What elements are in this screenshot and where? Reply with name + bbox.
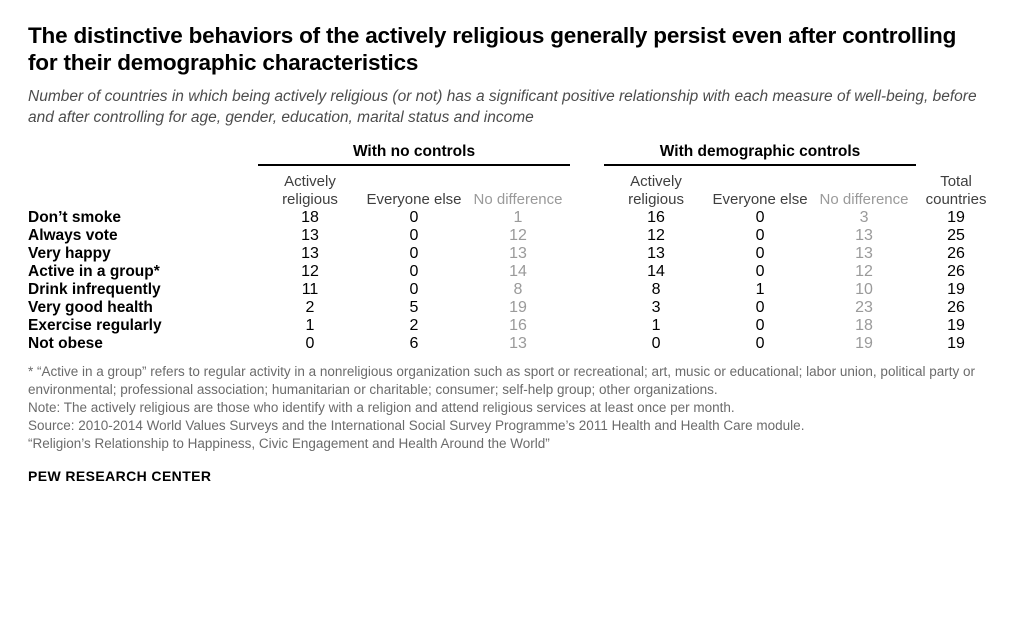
cell-dc-no-difference: 13 — [855, 226, 873, 244]
cell-dc-actively-religious: 12 — [647, 226, 665, 244]
cell-dc-no-difference: 12 — [855, 262, 873, 280]
row-label: Active in a group* — [28, 262, 160, 280]
cell-nc-everyone-else: 6 — [409, 334, 419, 352]
cell-dc-everyone-else: 0 — [755, 262, 765, 280]
column-header-dc-actively-religious: Actively religious — [628, 172, 684, 208]
cell-dc-everyone-else: 0 — [755, 226, 765, 244]
footnote-source: Source: 2010-2014 World Values Surveys and the International Social Survey Programme’s 2011 Health and Health Care module. — [28, 417, 805, 433]
cell-dc-no-difference: 23 — [855, 298, 873, 316]
footnote-asterisk: * “Active in a group” refers to regular activity in a nonreligious organization such as sport or recreational; art, music or educational; labor union, political party or environmental; professional association; humanitarian or charitable; consumer; self-help group; other organizations. — [28, 363, 975, 397]
cell-nc-everyone-else: 2 — [409, 316, 419, 334]
group-rule-demographic-controls — [604, 164, 916, 166]
cell-gap — [570, 299, 604, 317]
row-label: Very good health — [28, 298, 153, 316]
table-body — [28, 209, 996, 353]
column-header-dc-no-difference: No difference — [819, 190, 909, 208]
footnote-report: “Religion’s Relationship to Happiness, Civic Engagement and Health Around the World” — [28, 435, 550, 451]
cell-nc-actively-religious: 2 — [305, 298, 315, 316]
cell-nc-everyone-else: 0 — [409, 226, 419, 244]
table-row — [28, 335, 996, 353]
cell-dc-no-difference: 13 — [855, 244, 873, 262]
column-header-gap — [570, 173, 604, 209]
cell-nc-everyone-else: 0 — [409, 262, 419, 280]
group-gap — [570, 143, 604, 173]
row-label: Drink infrequently — [28, 280, 161, 298]
cell-dc-everyone-else: 0 — [755, 316, 765, 334]
cell-dc-everyone-else: 0 — [755, 334, 765, 352]
table-row — [28, 227, 996, 245]
cell-nc-everyone-else: 5 — [409, 298, 419, 316]
table-row — [28, 209, 996, 227]
cell-dc-actively-religious: 16 — [647, 208, 665, 226]
cell-nc-actively-religious: 11 — [301, 280, 319, 298]
cell-nc-actively-religious: 1 — [305, 316, 315, 334]
cell-nc-actively-religious: 13 — [301, 226, 319, 244]
cell-nc-actively-religious: 12 — [301, 262, 319, 280]
cell-gap — [570, 245, 604, 263]
group-header-row — [28, 143, 996, 173]
data-table — [28, 143, 996, 353]
cell-gap — [570, 263, 604, 281]
cell-nc-everyone-else: 0 — [409, 208, 419, 226]
group-header-demographic-controls — [604, 143, 916, 173]
cell-total-countries: 26 — [947, 298, 965, 316]
group-header-total-spacer — [916, 143, 996, 173]
cell-dc-everyone-else: 0 — [755, 298, 765, 316]
cell-nc-actively-religious: 13 — [301, 244, 319, 262]
row-label: Don’t smoke — [28, 208, 122, 226]
cell-dc-no-difference: 19 — [855, 334, 873, 352]
cell-total-countries: 25 — [947, 226, 965, 244]
column-header-total-countries: Total countries — [925, 172, 987, 208]
cell-dc-everyone-else: 0 — [755, 208, 765, 226]
cell-total-countries: 19 — [947, 316, 965, 334]
row-label: Exercise regularly — [28, 316, 162, 334]
footnote-note: Note: The actively religious are those who identify with a religion and attend religious services at least once per month. — [28, 399, 735, 415]
row-label: Not obese — [28, 334, 103, 352]
cell-dc-actively-religious: 0 — [651, 334, 661, 352]
cell-nc-no-difference: 13 — [509, 334, 527, 352]
cell-nc-no-difference: 16 — [509, 316, 527, 334]
cell-gap — [570, 335, 604, 353]
row-label: Always vote — [28, 226, 118, 244]
cell-gap — [570, 209, 604, 227]
cell-total-countries: 19 — [947, 334, 965, 352]
column-header-measure — [28, 173, 258, 209]
footnotes — [28, 363, 996, 453]
cell-nc-no-difference: 19 — [509, 298, 527, 316]
cell-total-countries: 26 — [947, 244, 965, 262]
column-header-dc-everyone-else: Everyone else — [712, 190, 808, 208]
cell-gap — [570, 317, 604, 335]
cell-dc-actively-religious: 13 — [647, 244, 665, 262]
group-header-demographic-controls-label: With demographic controls — [659, 142, 861, 160]
cell-nc-actively-religious: 18 — [301, 208, 319, 226]
page-title: The distinctive behaviors of the actively religious generally persist even after controlling for their demographic characteristics — [28, 23, 957, 76]
table-row — [28, 263, 996, 281]
cell-dc-actively-religious: 1 — [651, 316, 661, 334]
group-header-no-controls-label: With no controls — [352, 142, 476, 160]
cell-gap — [570, 227, 604, 245]
column-header-nc-no-difference: No difference — [473, 190, 563, 208]
cell-nc-everyone-else: 0 — [409, 280, 419, 298]
group-rule-no-controls — [258, 164, 570, 166]
table-row — [28, 299, 996, 317]
cell-total-countries: 19 — [947, 280, 965, 298]
cell-dc-no-difference: 10 — [855, 280, 873, 298]
cell-dc-everyone-else: 1 — [755, 280, 765, 298]
table-row — [28, 245, 996, 263]
brand-name: PEW RESEARCH CENTER — [28, 468, 212, 485]
cell-dc-everyone-else: 0 — [755, 244, 765, 262]
cell-dc-actively-religious: 3 — [651, 298, 661, 316]
column-header-nc-actively-religious: Actively religious — [282, 172, 338, 208]
table-row — [28, 317, 996, 335]
cell-total-countries: 26 — [947, 262, 965, 280]
cell-dc-no-difference: 18 — [855, 316, 873, 334]
cell-nc-actively-religious: 0 — [305, 334, 315, 352]
cell-dc-no-difference: 3 — [859, 208, 869, 226]
column-header-row — [28, 173, 996, 209]
cell-nc-no-difference: 14 — [509, 262, 527, 280]
cell-total-countries: 19 — [947, 208, 965, 226]
cell-dc-actively-religious: 14 — [647, 262, 665, 280]
cell-nc-everyone-else: 0 — [409, 244, 419, 262]
cell-nc-no-difference: 13 — [509, 244, 527, 262]
group-header-spacer — [28, 143, 258, 173]
cell-nc-no-difference: 8 — [513, 280, 523, 298]
table-row — [28, 281, 996, 299]
row-label: Very happy — [28, 244, 111, 262]
cell-nc-no-difference: 12 — [509, 226, 527, 244]
column-header-nc-everyone-else: Everyone else — [366, 190, 462, 208]
group-header-no-controls — [258, 143, 570, 173]
subtitle: Number of countries in which being actively religious (or not) has a significant positive relationship with each measure of well-being, before and after controlling for age, gender, education, marital status and income — [28, 87, 977, 126]
cell-nc-no-difference: 1 — [513, 208, 523, 226]
cell-gap — [570, 281, 604, 299]
cell-dc-actively-religious: 8 — [651, 280, 661, 298]
